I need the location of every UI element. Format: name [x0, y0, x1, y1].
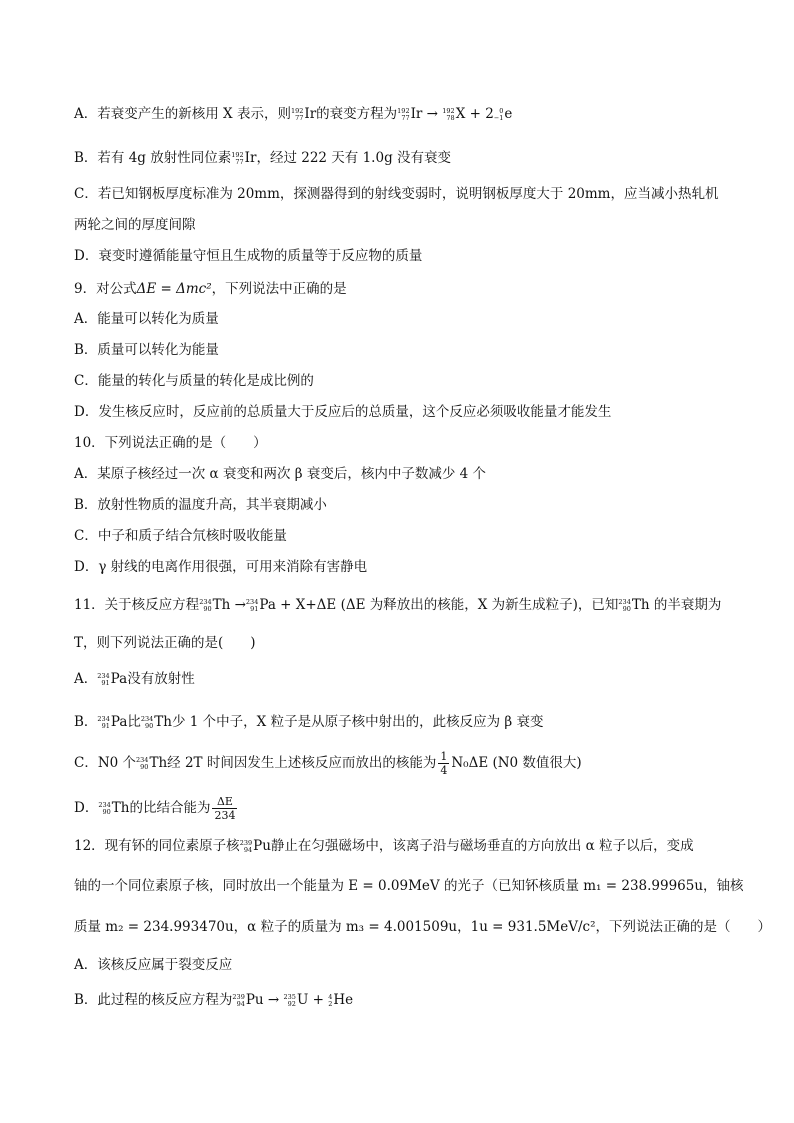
q9-option-c: C．能量的转化与质量的转化是成比例的	[74, 373, 314, 389]
q11-option-c: C．N0 个 234 90 Th经 2T 时间因发生上述核反应而放出的核能为 $\frac{1}{4}$ N₀ΔE (N0 数值很大)	[74, 750, 582, 777]
q8-option-a: A．若衰变产生的新核用 X 表示，则 192 77 Ir的衰变方程为 192 77 Ir → 192 78 X + 2 0 −1 e	[74, 106, 513, 122]
ir-isotope-b: 192 77 Ir	[231, 150, 257, 166]
q12-option-b: B．此过程的核反应方程为 239 94 Pu → 235 92 U + 4 2 He	[74, 992, 354, 1008]
q11-stem-line1: 11．关于核反应方程 234 90 Th → 234 91 Pa + X+ΔE (ΔE 为释放出的核能，X 为新生成粒子)，已知 234 90 Th 的半衰期为	[74, 597, 722, 613]
th-isotope-c: 234 90 Th	[136, 755, 168, 771]
q9-option-d: D．发生核反应时，反应前的总质量大于反应后的总质量，这个反应必须吸收能量才能发生	[74, 404, 612, 420]
ir-isotope: 192 77 Ir	[290, 106, 317, 122]
q10-option-b: B．放射性物质的温度升高，其半衰期减小	[74, 497, 327, 513]
q10-option-c: C．中子和质子结合氘核时吸收能量	[74, 528, 287, 544]
q11-option-b: B． 234 91 Pa比 234 90 Th少 1 个中子，X 粒子是从原子核中射出的，此核反应为 β 衰变	[74, 714, 544, 730]
q11-option-a: A． 234 91 Pa没有放射性	[74, 671, 195, 687]
pa-isotope-a: 234 91 Pa	[97, 671, 128, 687]
pa-isotope: 234 91 Pa + X+ΔE (ΔE 为释放出的核能，X 为新生成粒子)，已知	[245, 597, 619, 613]
pu-isotope-b: 239 94 Pu →	[232, 992, 280, 1008]
q10-stem: 10．下列说法正确的是（ ）	[74, 435, 267, 451]
u-isotope: 235 92 U +	[283, 992, 324, 1008]
he-isotope: 4 2 He	[328, 992, 354, 1008]
th-isotope-b: 234 90 Th	[140, 714, 172, 730]
mass-energy-formula: ΔE = Δmc²	[136, 281, 212, 297]
q11-stem-line2: T，则下列说法正确的是( )	[74, 635, 256, 651]
q9-option-a: A．能量可以转化为质量	[74, 311, 219, 327]
q10-option-d: D．γ 射线的电离作用很强，可用来消除有害静电	[74, 559, 368, 575]
q12-option-a: A．该核反应属于裂变反应	[74, 957, 233, 973]
ir-isotope-eq: 192 77 Ir →	[397, 106, 438, 122]
q12-line2: 铀的一个同位素原子核，同时放出一个能量为 E = 0.09MeV 的光子（已知钚核质量 m₁ = 238.99965u，铀核	[74, 878, 744, 894]
q8-option-b: B．若有 4g 放射性同位素 192 77 Ir，经过 222 天有 1.0g 没有衰变	[74, 150, 451, 166]
q11-option-d: D． 234 90 Th的比结合能为 $\frac{\Delta E}{234}$	[74, 795, 236, 822]
pa-isotope-b: 234 91 Pa	[97, 714, 128, 730]
pu-isotope: 239 94 Pu	[239, 838, 271, 854]
q8-option-c-line1: C．若已知钢板厚度标准为 20mm，探测器得到的射线变弱时，说明钢板厚度大于 20mm，应当减小热轧机	[74, 186, 719, 202]
th-isotope-2: 234 90 Th 的半衰期为	[618, 597, 722, 613]
th-isotope: 234 90 Th →	[199, 597, 246, 613]
th-isotope-d: 234 90 Th	[98, 800, 130, 816]
q9-option-b: B．质量可以转化为能量	[74, 342, 219, 358]
fraction-binding-energy: $\frac{\Delta E}{234}$	[214, 795, 236, 822]
q9-stem: 9．对公式ΔE = Δmc²，下列说法中正确的是	[74, 281, 347, 297]
electron-symbol: 0 −1 e	[493, 106, 513, 122]
q8-option-c-line2: 两轮之间的厚度间隙	[74, 217, 196, 233]
q8-option-d: D．衰变时遵循能量守恒且生成物的质量等于反应物的质量	[74, 248, 423, 264]
q12-line3: 质量 m₂ = 234.993470u，α 粒子的质量为 m₃ = 4.001509u，1u = 931.5MeV/c²，下列说法正确的是（ ）	[74, 919, 772, 935]
x-isotope: 192 78 X + 2	[442, 106, 494, 122]
fraction-quarter: $\frac{1}{4}$	[440, 750, 448, 777]
q12-line1: 12．现有钚的同位素原子核 239 94 Pu静止在匀强磁场中，该离子沿与磁场垂直的方向放出 α 粒子以后，变成	[74, 838, 694, 854]
q10-option-a: A．某原子核经过一次 α 衰变和两次 β 衰变后，核内中子数减少 4 个	[74, 466, 487, 482]
